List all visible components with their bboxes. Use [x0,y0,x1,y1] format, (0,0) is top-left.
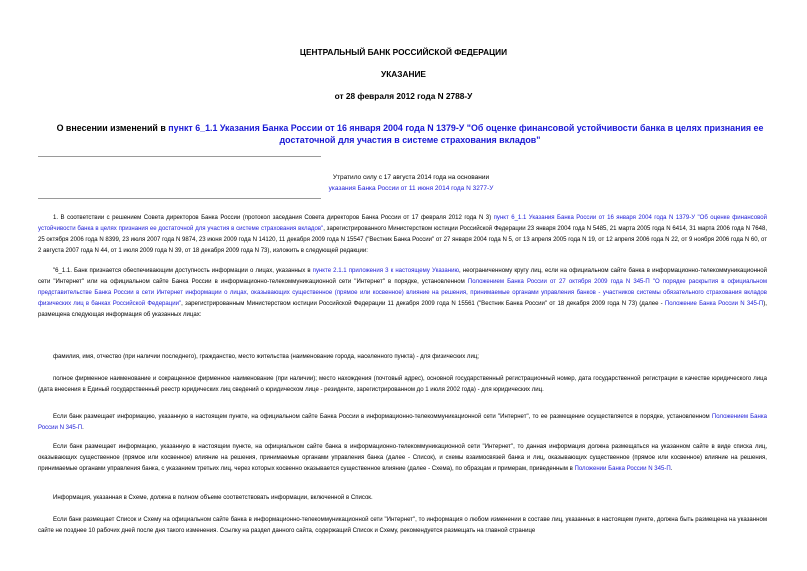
separator-line-bottom [38,198,321,199]
paragraph-text: Если банк размещает информацию, указанную в настоящем пункте, на официальном сайте Банка России в информационно-телекоммуникационной сети "Интернет", то ее размещение осуществляется в порядке, установленном [53,414,712,420]
paragraph-6 [38,442,767,475]
paragraph-text: , зарегистрированного Министерством юстиции Российской Федерации 23 января 2004 года N 5485, 21 марта 2005 года N 6414, 31 марта 2006 года N 7648, 25 октября 2006 года N 8399, 23 июля 2007 года N 9874, 23 июня 2009 года N 14120, 11 декабря 2009 года N 15547 ("Вестник Банка России" от 27 января 2004 года N 5, от 13 апреля 2005 года N 19, от 12 апреля 2006 года N 22, от 9 ноября 2006 года N 60, от 2 августа 2007 года N 44, от 1 июля 2009 года N 39, от 18 декабря 2009 года N 73), изложить в следующей редакции: [38,226,767,254]
paragraph-text: 1. В соответствии с решением Совета директоров Банка России (протокол заседания Совета директоров Банка России от 17 февраля 2012 года N 3) [53,215,494,221]
title-link[interactable]: пункт 6_1.1 Указания Банка России от 16 января 2004 года N 1379-У "Об оценке финансовой устойчивости банка в целях признания ее достаточной для участия в системе страхования вкладов" [168,123,764,145]
document-date-number: от 28 февраля 2012 года N 2788-У [334,91,473,101]
paragraph-4 [38,374,767,396]
paragraph-text: ), размещена следующая информация об указанных лицах: [38,301,767,318]
paragraph-text: Если банк размещает информацию, указанную в настоящем пункте, на официальном сайте банка в информационно-телекоммуникационной сети "Интернет", то данная информация должна размещаться на указанном сайте в виде списка лиц, оказывающих существенное (прямое или косвенное) влияние на решения, принимаемые органами управления банка (далее - Список), и схемы взаимосвязей банка и лиц, оказывающих существенное (прямое или косвенное) влияние на решения, принимаемые органами управления банка, с указанием третьих лиц, через которых косвенно оказывается существенное влияние (далее - Схема), по образцам и примерам, приведенным в [38,444,767,472]
paragraph-link[interactable]: Положение Банка России N 345-П [664,301,764,307]
paragraph-7 [38,493,767,504]
paragraph-2 [38,266,767,321]
paragraph-1 [38,213,767,257]
paragraph-text: , неограниченному кругу лиц, если на официальном сайте банка в информационно-телекоммуникационной сети "Интернет" или на официальном сайте Банка России в информационно-телекоммуникационной сети "Интернет" в порядке, установленном [38,268,767,285]
paragraph-8 [38,515,767,537]
paragraph-link[interactable]: Положении Банка России N 345-П [574,466,671,472]
paragraph-text: . [82,425,84,431]
paragraph-text: полное фирменное наименование и сокращенное фирменное наименование (при наличии); место нахождения (почтовый адрес), основной государственный регистрационный номер, дата государственной регистрации в качестве юридического лица (дата внесения в Единый государственный реестр юридических лиц сведений о юридическом лице - резиденте, зарегистрированном до 1 июля 2002 года) - для юридических лиц. [38,376,767,393]
document-type: УКАЗАНИЕ [381,69,426,79]
paragraph-text: . [670,466,673,472]
paragraph-3 [38,352,767,363]
paragraph-text: "6_1.1. Банк признается обеспечивающим доступность информации о лицах, указанных в [53,268,313,274]
paragraph-link[interactable]: Положением Банка России от 27 октября 2009 года N 345-П "О порядке раскрытия в официальном представительстве Банка России в сети Интернет информации о лицах, оказывающих существенное (прямое или косвенное) влияние на решения, принимаемые органами управления банков - участников системы обязательного страхования вкладов физических лиц в банках Российской Федерации" [38,279,768,307]
title-text: О внесении изменений в [56,123,169,133]
status-note [281,172,541,194]
paragraph-link[interactable]: пункт 6_1.1 Указания Банка России от 16 января 2004 года N 1379-У "Об оценке финансовой устойчивости банка в целях признания ее достаточной для участия в системе страхования вкладов" [38,215,768,232]
paragraph-text: , зарегистрированным Министерством юстиции Российской Федерации 11 декабря 2009 года N 15561 ("Вестник Банка России" от 18 декабря 2009 года N 73) (далее - [181,301,665,307]
paragraph-5 [38,412,767,434]
paragraph-link[interactable]: Положением Банка России N 345-П [38,414,767,431]
paragraph-text: Информация, указанная в Схеме, должна в полном объеме соответствовать информации, включенной в Список. [53,495,373,501]
paragraph-text: фамилия, имя, отчество (при наличии последнего), гражданство, место жительства (наименование города, населенного пункта) - для физических лиц; [53,354,479,360]
status-note-link[interactable]: указания Банка России от 11 июня 2014 года N 3277-У [328,185,494,192]
paragraph-link[interactable]: пункте 2.1.1 приложения 3 к настоящему Указанию [312,268,460,274]
status-note-text: Утратило силу с 17 августа 2014 года на основании [332,174,490,181]
bank-name: ЦЕНТРАЛЬНЫЙ БАНК РОССИЙСКОЙ ФЕДЕРАЦИИ [299,47,508,57]
document-title [30,122,790,146]
separator-line-top [38,156,321,157]
paragraph-text: Если банк размещает Список и Схему на официальном сайте банка в информационно-телекоммуникационной сети "Интернет", то информация о любом изменении в составе лиц, указанных в настоящем пункте, должна быть размещена на указанном сайте не позднее 10 рабочих дней после дня такого изменения. Ссылку на раздел данного сайта, содержащий Список и Схему, рекомендуется размещать на главной странице [38,517,767,534]
